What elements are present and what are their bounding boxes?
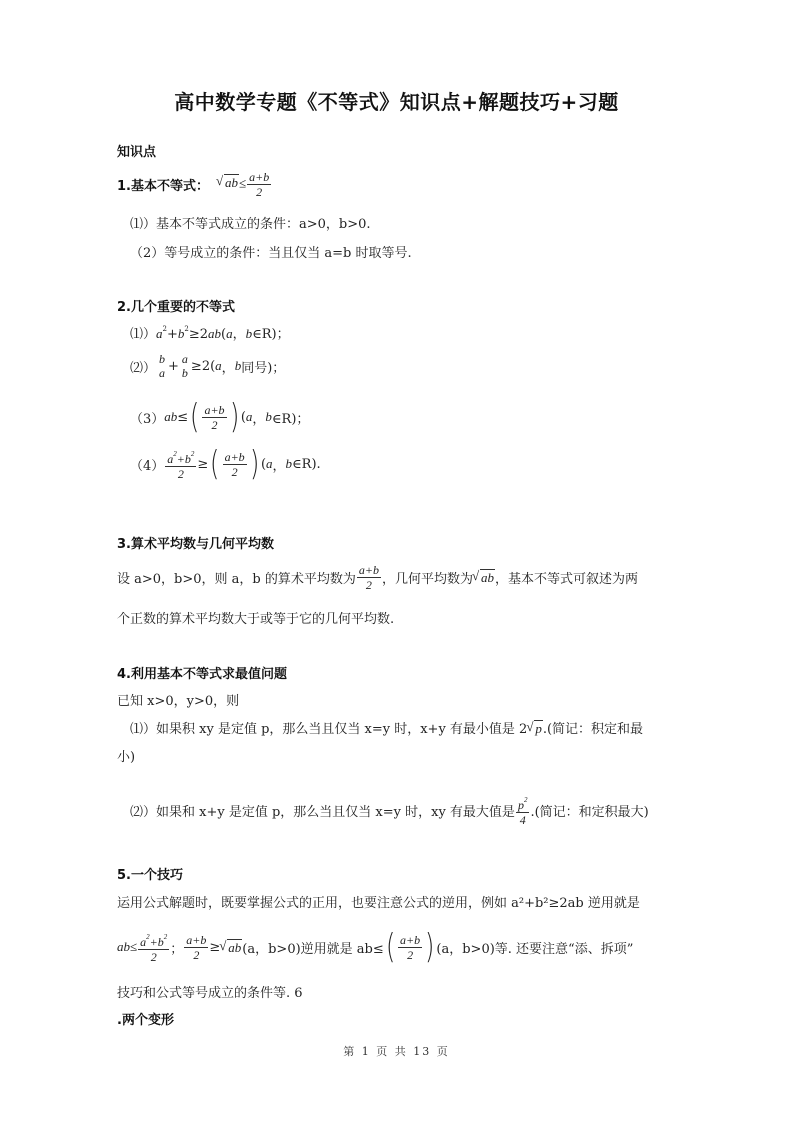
page-footer: 第 1 页 共 13 页 — [343, 1045, 450, 1058]
section-2-item-1: $⑴)a^2+b^2\ge 2ab(a$，b∈R)； — [130, 325, 290, 342]
section-5-line-2: ab≤ $\frac{a^2+b^2}{2}$ ； $\frac{a+b}{2}$ ≥ √ ab (a，b>0)逆用就是 ab≤ ( $\frac{a+b}{2}$ ) (a，b>0)等. 还要注意“添、拆项” — [117, 930, 633, 964]
section-5-line-3: 技巧和公式等号成立的条件等. 6 — [117, 986, 303, 1001]
section-2-item-4: （4） $\frac{a^2+b^2}{2}$ ≥ ( $\frac{a+b}{2}$ ) ( a ， b ∈R). — [130, 444, 321, 484]
formula-basic-inequality: √ ab≤ $\frac{a+b}{2}$ — [217, 170, 272, 199]
section-1-heading-text: 1.基本不等式： — [117, 179, 209, 194]
section-2-item-3: （3） ab ≤ ( $\frac{a+b}{2}$ ) ( a ， b ∈R)； — [130, 397, 310, 437]
section-3-paragraph-line-2: 个正数的算术平均数大于或等于它的几何平均数. — [117, 612, 395, 627]
section-4-intro: 已知 x>0，y>0，则 — [117, 694, 240, 709]
section-2-item-2: ⑵） b a + a b ≥2( a ， b 同号)； — [130, 352, 286, 380]
section-6-heading: .两个变形 — [117, 1013, 174, 1028]
section-5-line-1: 运用公式解题时，既要掌握公式的正用，也要注意公式的逆用，例如 a²+b²≥2ab 逆用就是 — [117, 896, 640, 911]
section-3-heading: 3.算术平均数与几何平均数 — [117, 537, 274, 552]
section-5-heading: 5.一个技巧 — [117, 868, 183, 883]
section-4-heading: 4.利用基本不等式求最值问题 — [117, 667, 287, 682]
section-4-item-1-line-1: ⑴）如果积 xy 是定值 p，那么当且仅当 x=y 时，x+y 有最小值是 2 √ p.(简记：积定和最 — [130, 718, 643, 737]
section-3-paragraph-line-1: 设 a>0，b>0，则 a，b 的算术平均数为 $\frac{a+b}{2}$ ，几何平均数为 √ ab ，基本不等式可叙述为两 — [117, 563, 638, 592]
section-1-heading — [117, 170, 272, 199]
section-2-heading: 2.几个重要的不等式 — [117, 300, 235, 315]
section-4-item-1-line-2: 小) — [117, 750, 136, 765]
page-title: 高中数学专题《不等式》知识点+解题技巧+习题 — [174, 90, 619, 114]
section-1-item-2: （2）等号成立的条件：当且仅当 a=b 时取等号. — [130, 246, 412, 261]
section-4-item-2: ⑵）如果和 x+y 是定值 p，那么当且仅当 x=y 时，xy 有最大值是 $\frac{p^2}{4}$ .(简记：和定积最大) — [130, 793, 649, 827]
section-label-knowledge-points: 知识点 — [117, 145, 157, 160]
section-1-item-1: ⑴）基本不等式成立的条件：a>0，b>0. — [130, 217, 371, 232]
